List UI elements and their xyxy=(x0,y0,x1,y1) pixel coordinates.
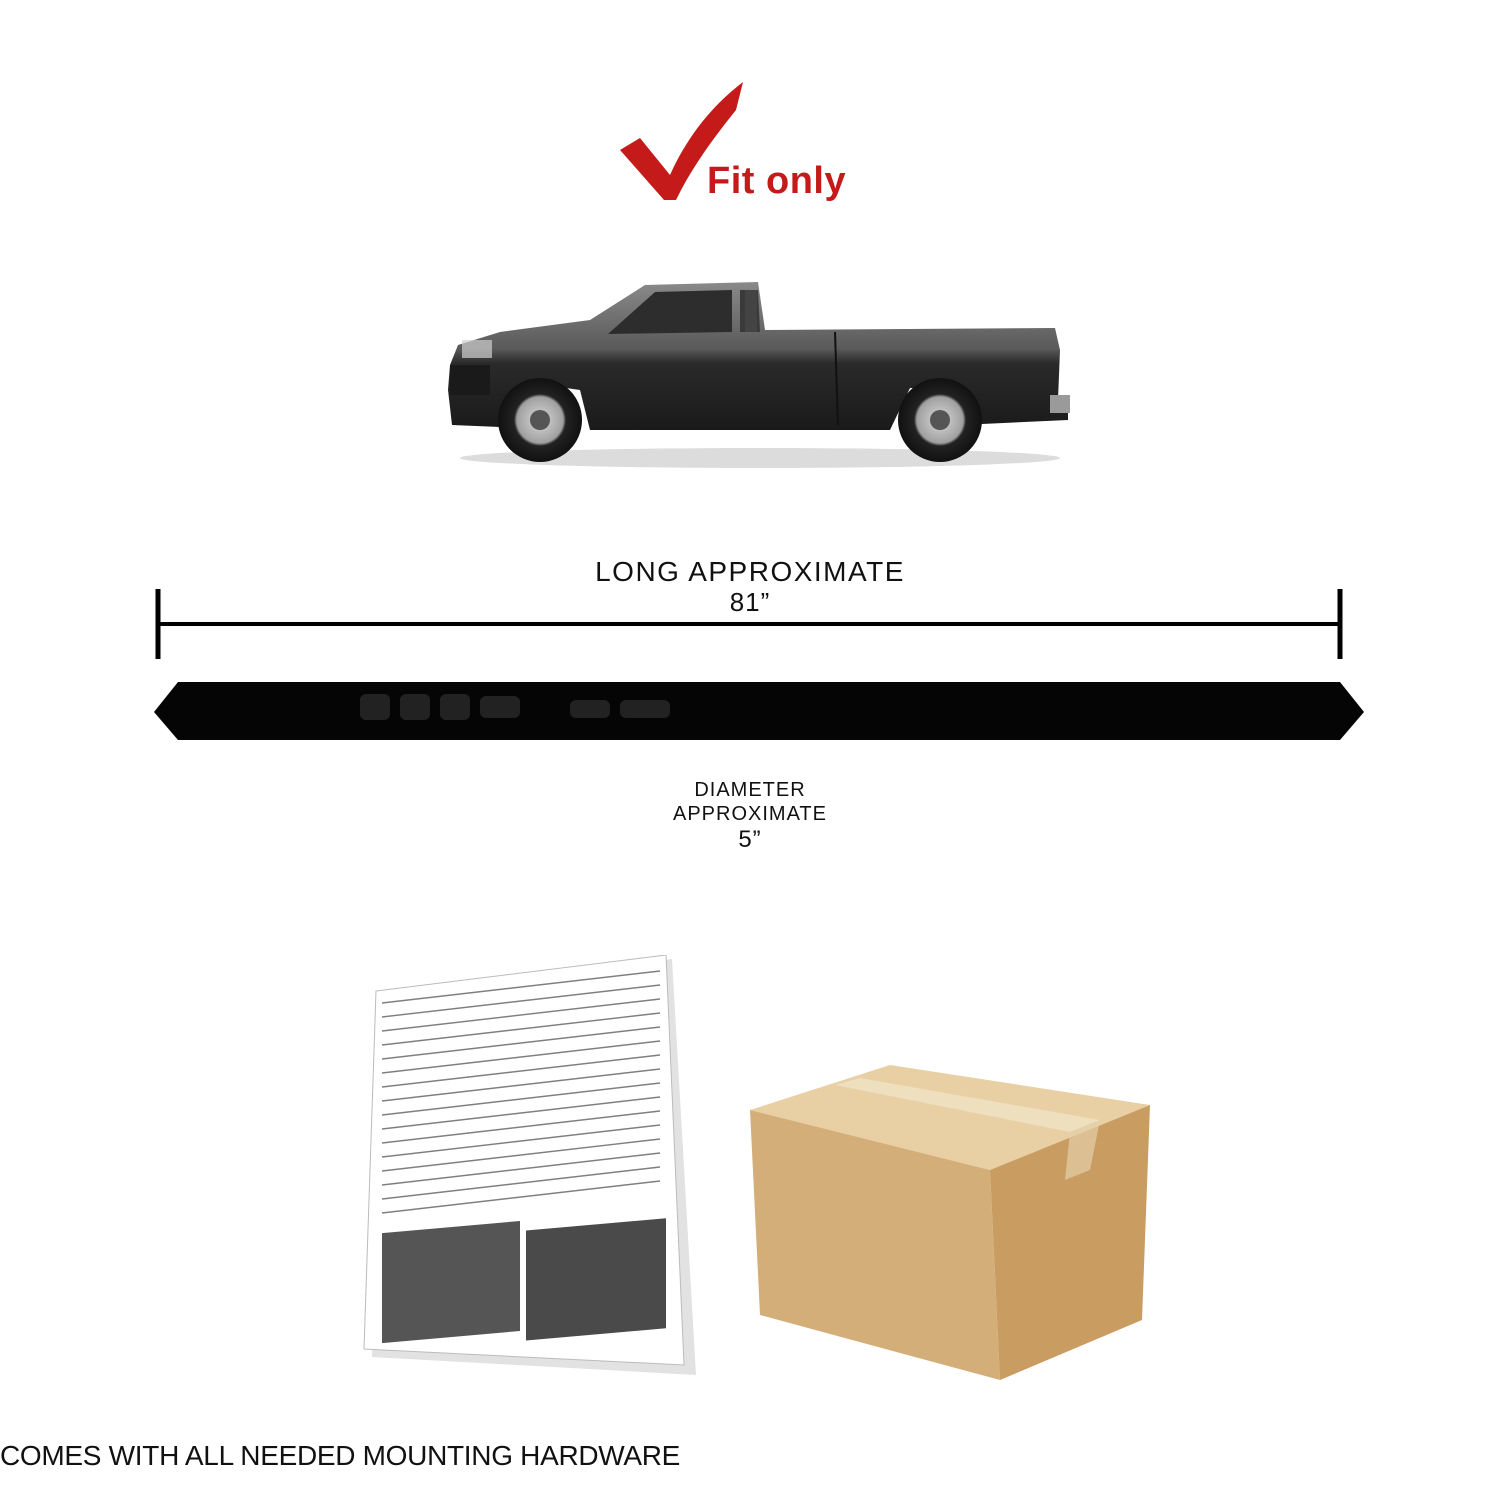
instruction-sheet-image xyxy=(360,955,700,1390)
shipping-box-image xyxy=(740,1060,1160,1400)
running-board-image xyxy=(150,678,1368,744)
fit-only-label: Fit only xyxy=(707,160,847,202)
diameter-approximate-label: APPROXIMATE xyxy=(673,803,827,825)
length-dimension-line xyxy=(150,585,1350,665)
diameter-title: DIAMETER xyxy=(694,779,806,801)
pickup-truck-image xyxy=(440,270,1080,470)
mounting-hardware-note: COMES WITH ALL NEEDED MOUNTING HARDWARE xyxy=(0,1440,681,1471)
length-title: LONG APPROXIMATE xyxy=(595,556,905,587)
length-value: 81” xyxy=(729,587,771,617)
diameter-value: 5” xyxy=(738,826,762,853)
